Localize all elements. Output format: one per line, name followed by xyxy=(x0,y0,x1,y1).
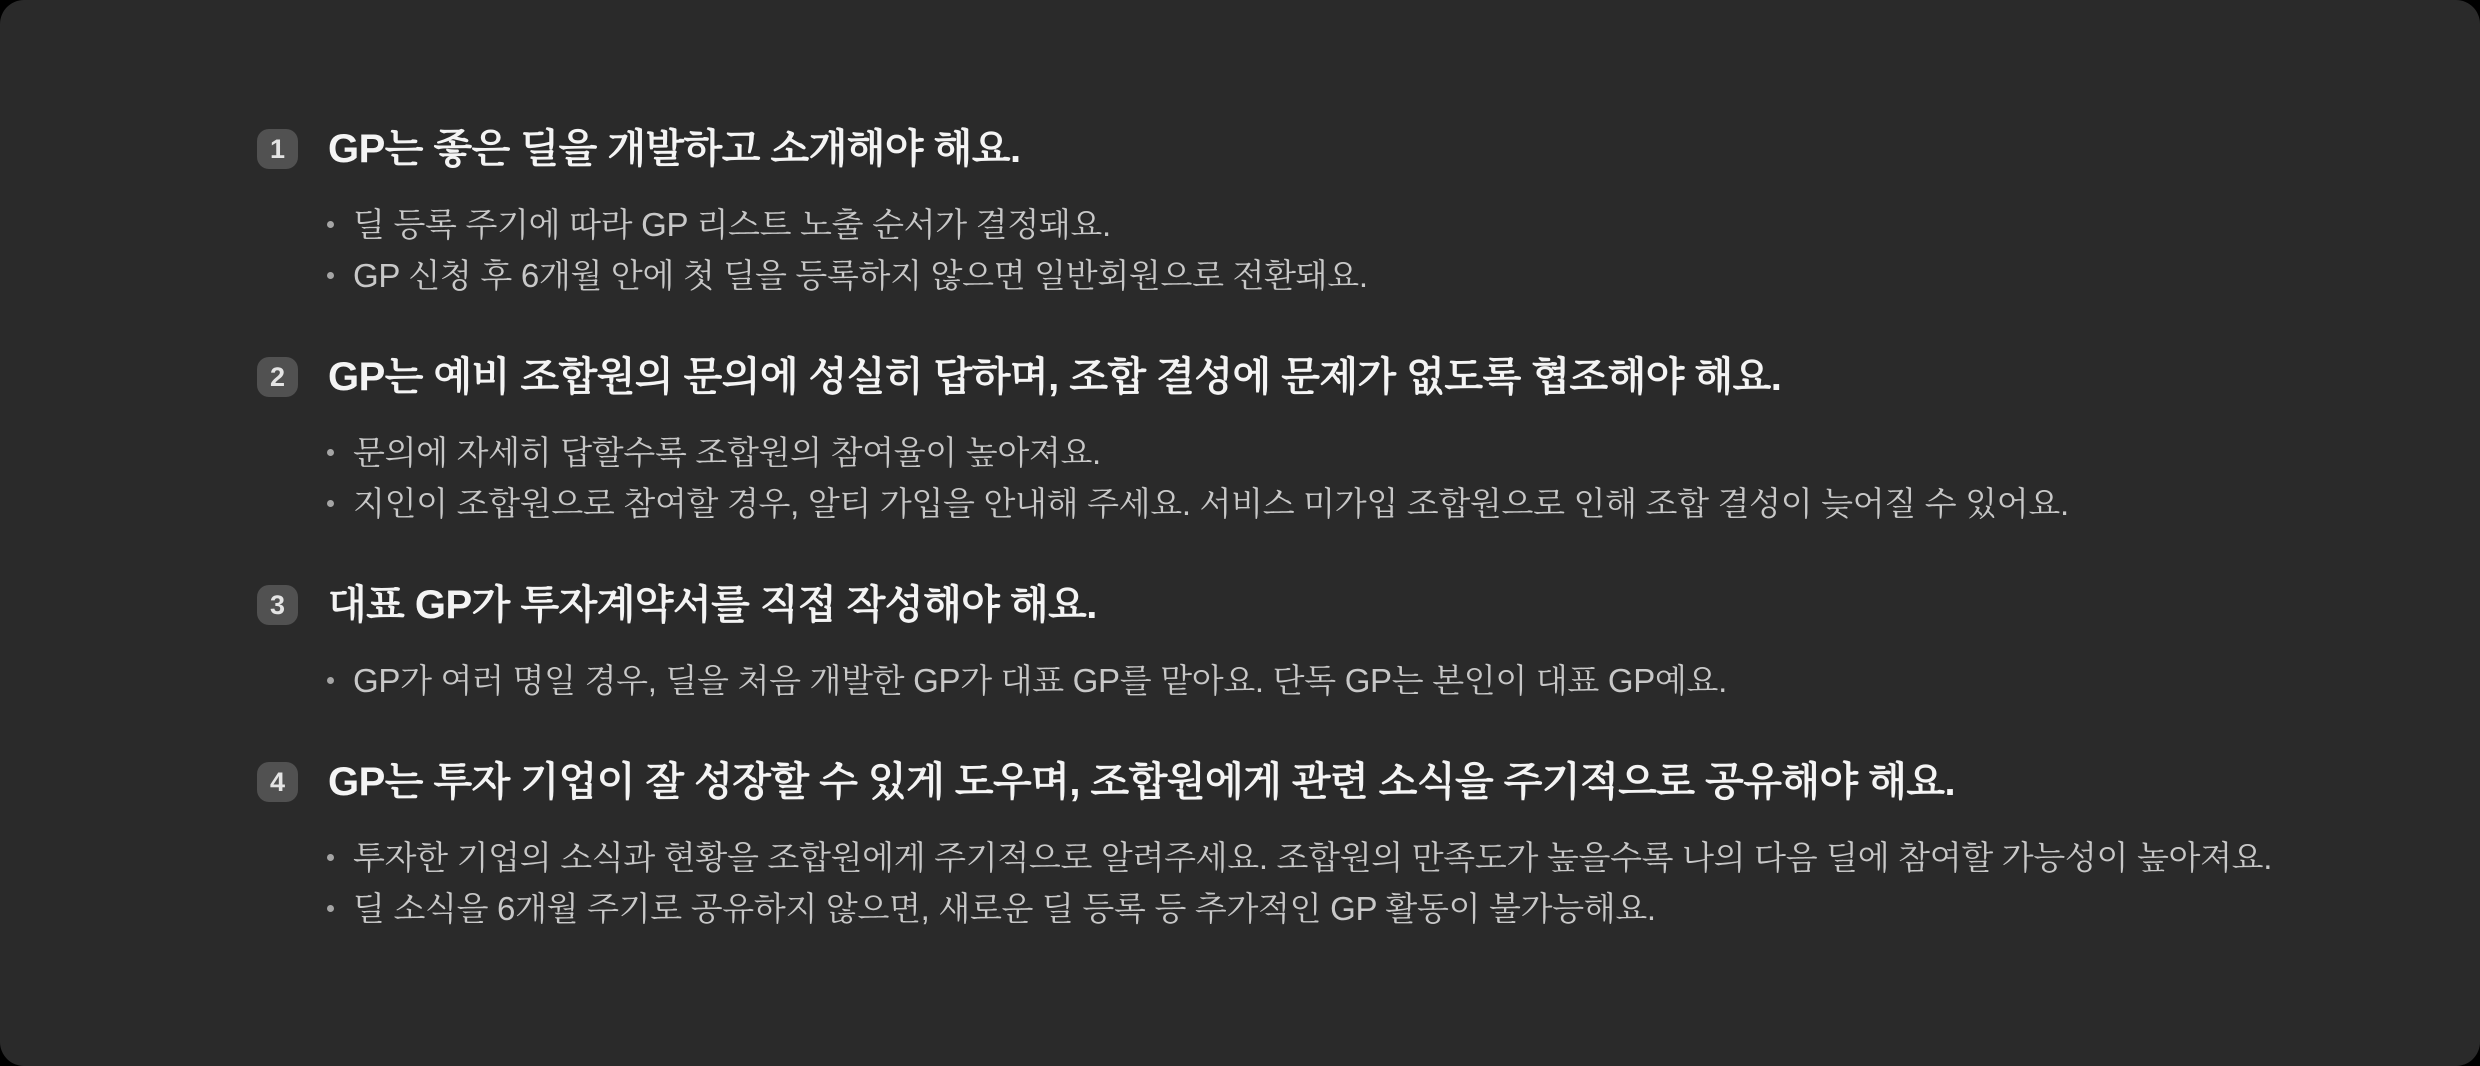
bullet-text: GP가 여러 명일 경우, 딜을 처음 개발한 GP가 대표 GP를 맡아요. 단독 GP는 본인이 대표 GP예요. xyxy=(353,662,1727,699)
bullet-dot-icon xyxy=(327,905,334,912)
section-heading: GP는 투자 기업이 잘 성장할 수 있게 도우며, 조합원에게 관련 소식을 주기적으로 공유해야 해요. xyxy=(328,760,1956,804)
section-number-badge: 1 xyxy=(257,129,298,169)
rule-section-deal-development xyxy=(257,125,2420,301)
bullet-text: 문의에 자세히 답할수록 조합원의 참여율이 높아져요. xyxy=(353,434,1101,471)
section-number-badge: 3 xyxy=(257,585,298,625)
bullet-list xyxy=(327,832,2420,934)
bullet-item xyxy=(327,250,2420,301)
bullet-dot-icon xyxy=(327,500,334,507)
section-heading-row xyxy=(257,581,2420,629)
bullet-item xyxy=(327,883,2420,934)
bullet-item xyxy=(327,478,2420,529)
bullet-dot-icon xyxy=(327,854,334,861)
bullet-text: 딜 소식을 6개월 주기로 공유하지 않으면, 새로운 딜 등록 등 추가적인 GP 활동이 불가능해요. xyxy=(353,890,1656,927)
bullet-item xyxy=(327,427,2420,478)
bullet-dot-icon xyxy=(327,449,334,456)
bullet-text: 지인이 조합원으로 참여할 경우, 알티 가입을 안내해 주세요. 서비스 미가입 조합원으로 인해 조합 결성이 늦어질 수 있어요. xyxy=(353,485,2069,522)
section-number-badge: 2 xyxy=(257,357,298,397)
bullet-item xyxy=(327,655,2420,706)
bullet-dot-icon xyxy=(327,677,334,684)
section-heading-row xyxy=(257,353,2420,401)
bullet-item xyxy=(327,832,2420,883)
bullet-text: GP 신청 후 6개월 안에 첫 딜을 등록하지 않으면 일반회원으로 전환돼요. xyxy=(353,257,1368,294)
section-heading: 대표 GP가 투자계약서를 직접 작성해야 해요. xyxy=(328,583,1097,627)
section-heading-row xyxy=(257,125,2420,173)
rule-section-member-inquiries xyxy=(257,353,2420,529)
section-heading: GP는 좋은 딜을 개발하고 소개해야 해요. xyxy=(328,127,1021,171)
bullet-item xyxy=(327,199,2420,250)
bullet-text: 딜 등록 주기에 따라 GP 리스트 노출 순서가 결정돼요. xyxy=(353,206,1111,243)
bullet-dot-icon xyxy=(327,272,334,279)
bullet-list xyxy=(327,199,2420,301)
bullet-list xyxy=(327,655,2420,706)
section-number-badge: 4 xyxy=(257,762,298,802)
bullet-dot-icon xyxy=(327,221,334,228)
bullet-text: 투자한 기업의 소식과 현황을 조합원에게 주기적으로 알려주세요. 조합원의 만족도가 높을수록 나의 다음 딜에 참여할 가능성이 높아져요. xyxy=(353,839,2273,876)
section-heading-row xyxy=(257,758,2420,806)
section-heading: GP는 예비 조합원의 문의에 성실히 답하며, 조합 결성에 문제가 없도록 협조해야 해요. xyxy=(328,355,1782,399)
bullet-list xyxy=(327,427,2420,529)
rule-section-investment-contract xyxy=(257,581,2420,706)
rule-section-news-sharing xyxy=(257,758,2420,934)
